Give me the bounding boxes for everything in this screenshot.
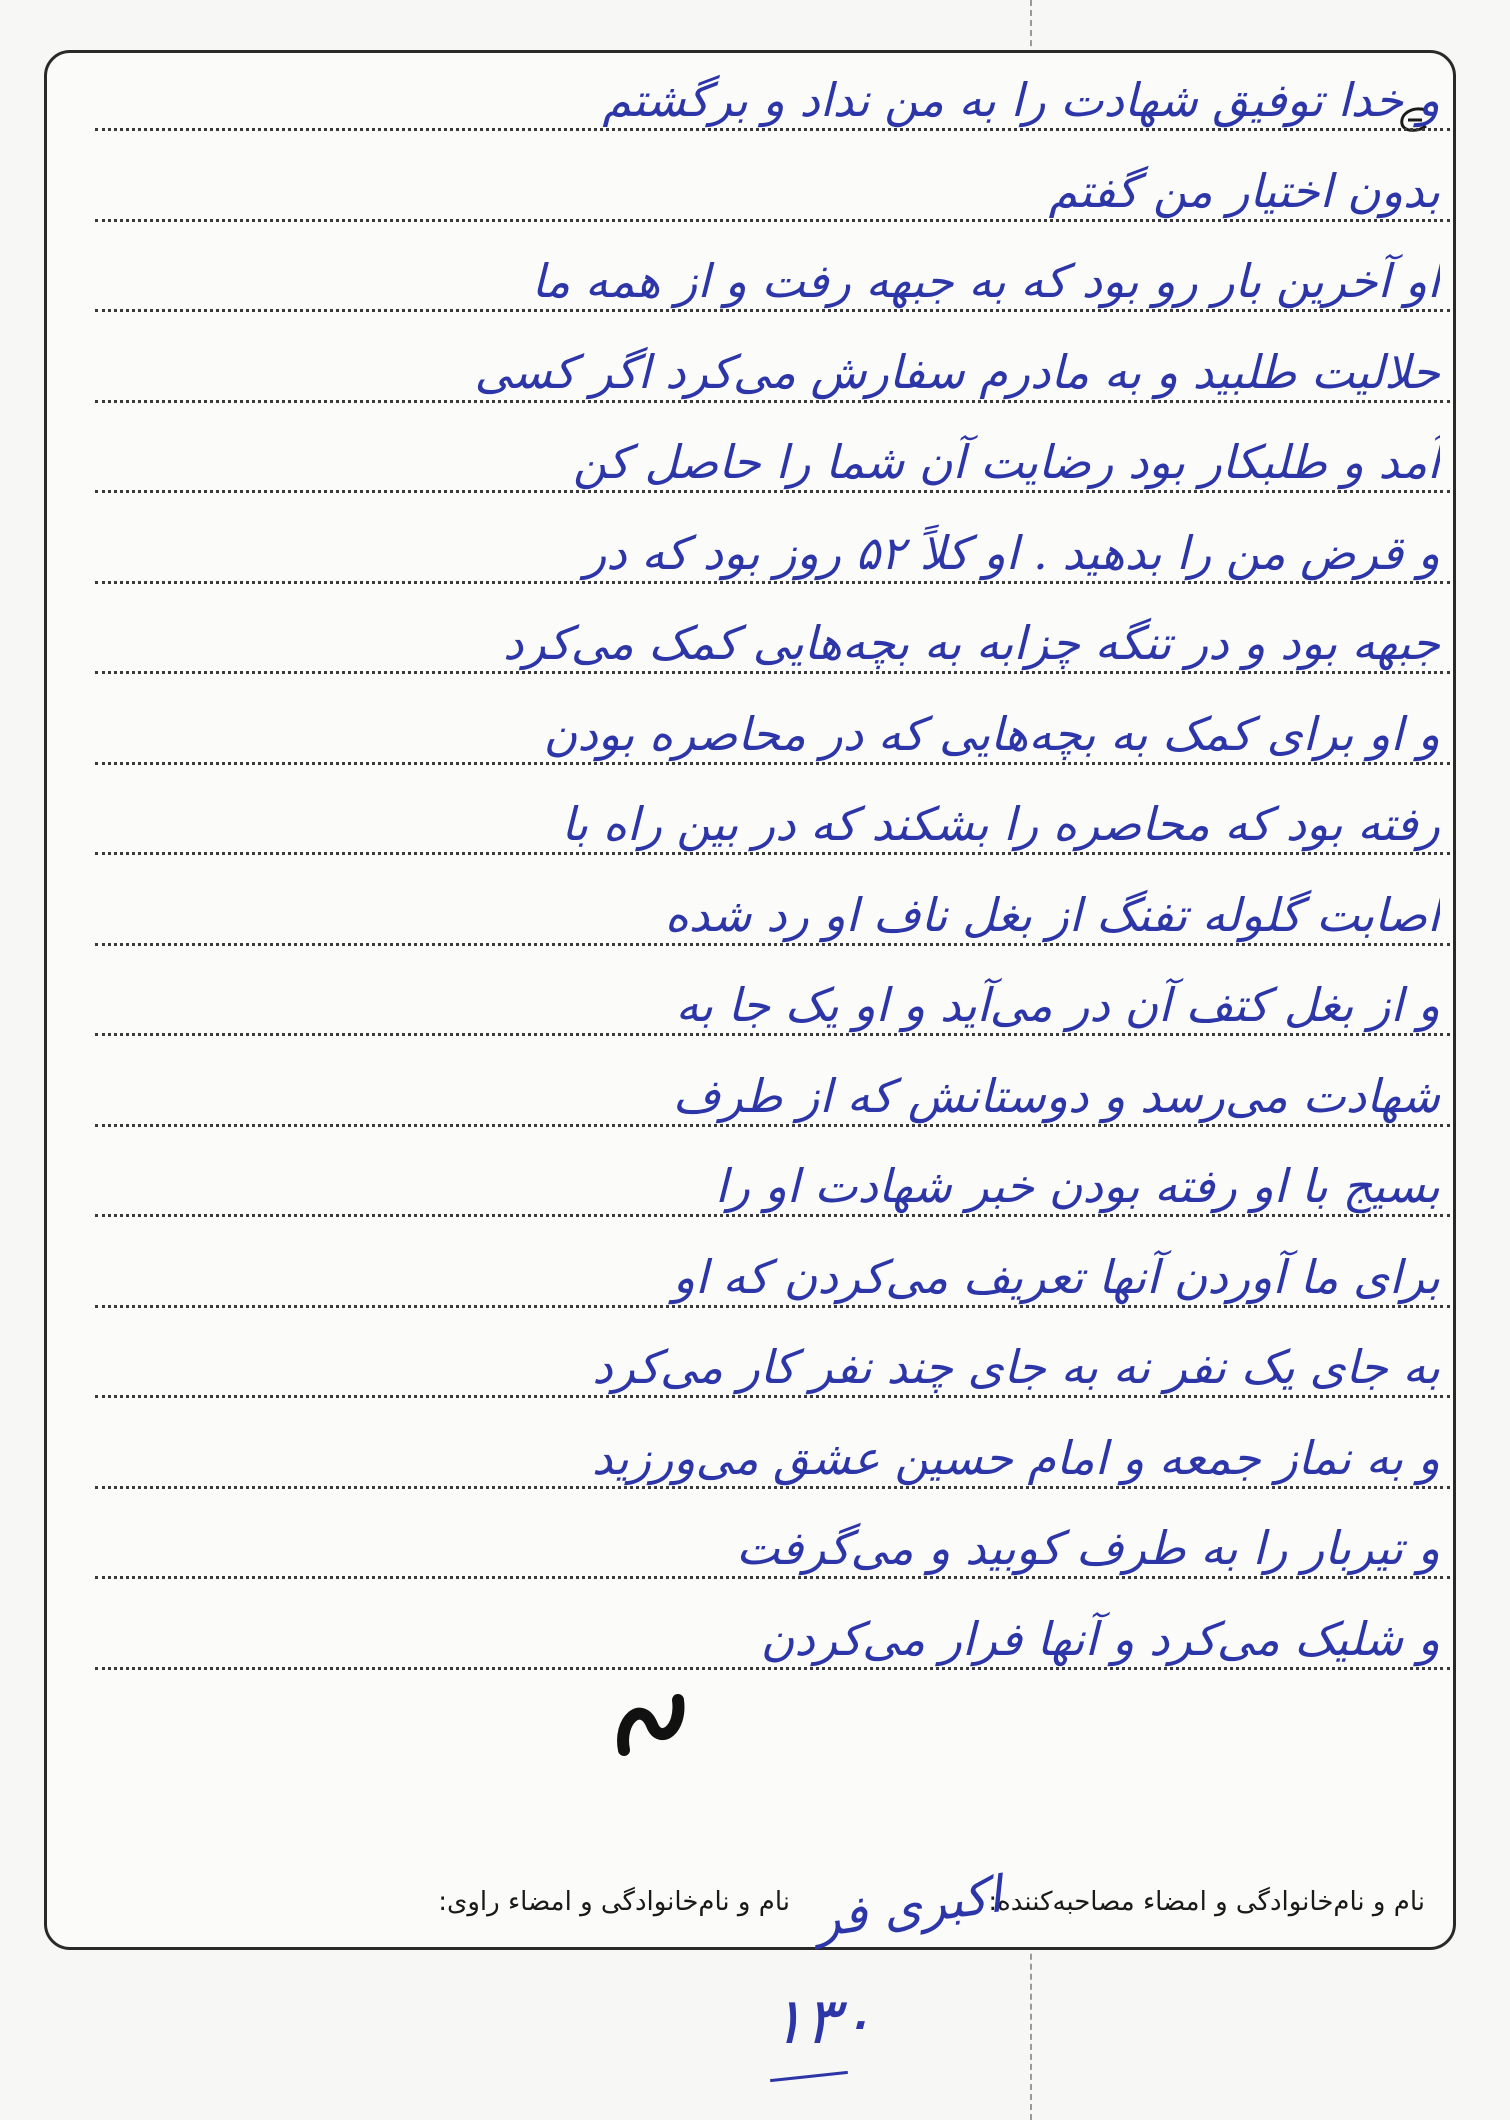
handwritten-line: به جای یک نفر نه به جای چند نفر کار می‌کرد [592,1340,1440,1394]
handwritten-line: و از بغل کتف آن در می‌آید و او یک جا به [675,978,1440,1032]
handwritten-line: و به نماز جمعه و امام حسین عشق می‌ورزید [591,1431,1440,1485]
handwritten-line: جبهه بود و در تنگه چزابه به بچه‌هایی کمک می‌کرد [502,616,1440,670]
handwritten-line: شهادت می‌رسد و دوستانش که از طرف [672,1069,1440,1123]
page-number-underline [770,2071,848,2082]
handwritten-line: و او برای کمک به بچه‌هایی که در محاصره بودن [543,707,1440,761]
narrator-signature-label: نام و نام‌خانوادگی و امضاء راوی: [438,1887,790,1917]
handwritten-line: و خدا توفیق شهادت را به من نداد و برگشتم [602,73,1440,127]
handwritten-signature: اکبری فر [811,1865,1006,1949]
handwritten-line: و شلیک می‌کرد و آنها فرار می‌کردن [760,1612,1440,1666]
handwritten-line: حلالیت طلبید و به مادرم سفارش می‌کرد اگر کسی [474,345,1440,399]
handwritten-line: و تیربار را به طرف کوبید و می‌گرفت [736,1521,1440,1575]
interviewer-signature-label: نام و نام‌خانوادگی و امضاء مصاحبه‌کننده: [988,1887,1425,1917]
handwritten-line: او آخرین بار رو بود که به جبهه رفت و از همه ما [531,254,1440,308]
handwritten-line: رفته بود که محاصره را بشکند که در بین راه با [561,797,1440,851]
page-number: ۱۳۰ [770,1985,874,2059]
handwritten-line: اصابت گلوله تفنگ از بغل ناف او رد شده [664,888,1440,942]
handwritten-line: برای ما آوردن آنها تعریف می‌کردن که او [672,1250,1440,1304]
ink-stamp-mark [612,1680,692,1770]
handwritten-line: آمد و طلبکار بود رضایت آن شما را حاصل کن [572,435,1440,489]
handwritten-line: و قرض من را بدهید . او کلاً ۵۲ روز بود که در [584,526,1440,580]
handwritten-line: بدون اختیار من گفتم [1048,164,1440,218]
handwritten-line: بسیج با او رفته بودن خبر شهادت او را [714,1159,1440,1213]
